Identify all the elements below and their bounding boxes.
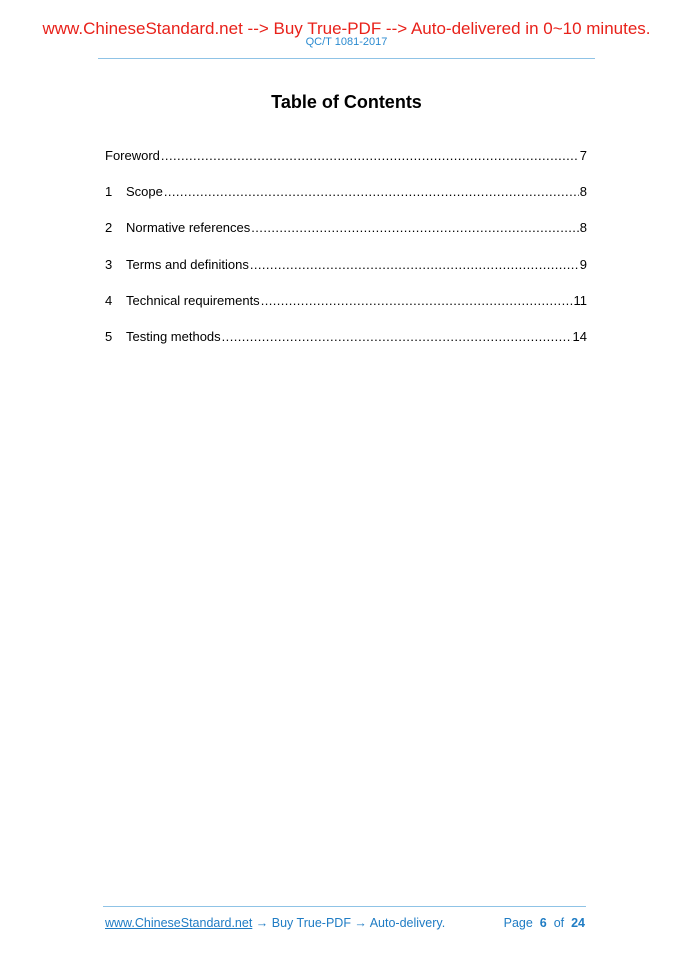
standard-number: QC/T 1081-2017: [305, 36, 388, 48]
table-of-contents: [105, 148, 587, 365]
toc-entry-label: Normative references: [126, 220, 251, 236]
footer: [105, 916, 585, 930]
toc-entry-page: 14: [572, 328, 587, 344]
toc-entry-label: Technical requirements: [126, 292, 260, 308]
page-current: 6: [539, 916, 547, 930]
toc-entry-number: 4: [105, 292, 113, 308]
toc-leader-dots: [161, 148, 579, 163]
toc-title: Table of Contents: [271, 92, 422, 112]
footer-buy-text: Buy True-PDF: [271, 916, 351, 930]
toc-entry-page: 11: [573, 292, 587, 308]
footer-site-link[interactable]: www.ChineseStandard.net: [105, 916, 253, 930]
footer-delivery-text: Auto-delivery.: [369, 916, 446, 930]
toc-entry-terms-and-definitions[interactable]: [105, 257, 587, 275]
toc-entry-page: 8: [579, 220, 587, 236]
toc-entry-label: Foreword: [105, 148, 160, 163]
toc-leader-dots: [261, 293, 573, 308]
toc-entry-number: 3: [105, 256, 113, 272]
toc-entry-normative-references[interactable]: [105, 220, 587, 238]
toc-entry-number: 1: [105, 184, 113, 200]
toc-entry-number: 5: [105, 328, 113, 344]
toc-entry-scope[interactable]: [105, 184, 587, 202]
toc-entry-label: Testing methods: [126, 328, 221, 344]
toc-leader-dots: [222, 329, 572, 344]
toc-entry-page: 9: [579, 256, 587, 272]
arrow-icon: →: [350, 916, 370, 930]
header-divider: [98, 58, 595, 59]
page-total: 24: [571, 916, 585, 930]
page-label: Page: [503, 916, 533, 930]
toc-entry-label: Scope: [126, 184, 163, 200]
toc-leader-dots: [250, 257, 579, 272]
toc-entry-page: 8: [579, 184, 587, 200]
footer-divider: [103, 906, 586, 907]
page-of: of: [553, 916, 565, 930]
arrow-icon: →: [252, 916, 272, 930]
toc-entry-label: Terms and definitions: [126, 256, 249, 272]
toc-entry-foreword[interactable]: [105, 148, 587, 166]
toc-leader-dots: [251, 220, 578, 235]
promo-banner[interactable]: www.ChineseStandard.net --> Buy True-PDF --> Auto-delivered in 0~10 minutes.: [42, 19, 651, 38]
toc-entry-testing-methods[interactable]: [105, 329, 587, 347]
toc-entry-number: 2: [105, 220, 113, 236]
page-indicator: [504, 916, 585, 930]
toc-entry-page: 7: [579, 148, 587, 163]
toc-leader-dots: [164, 184, 579, 199]
toc-entry-technical-requirements[interactable]: [105, 293, 587, 311]
